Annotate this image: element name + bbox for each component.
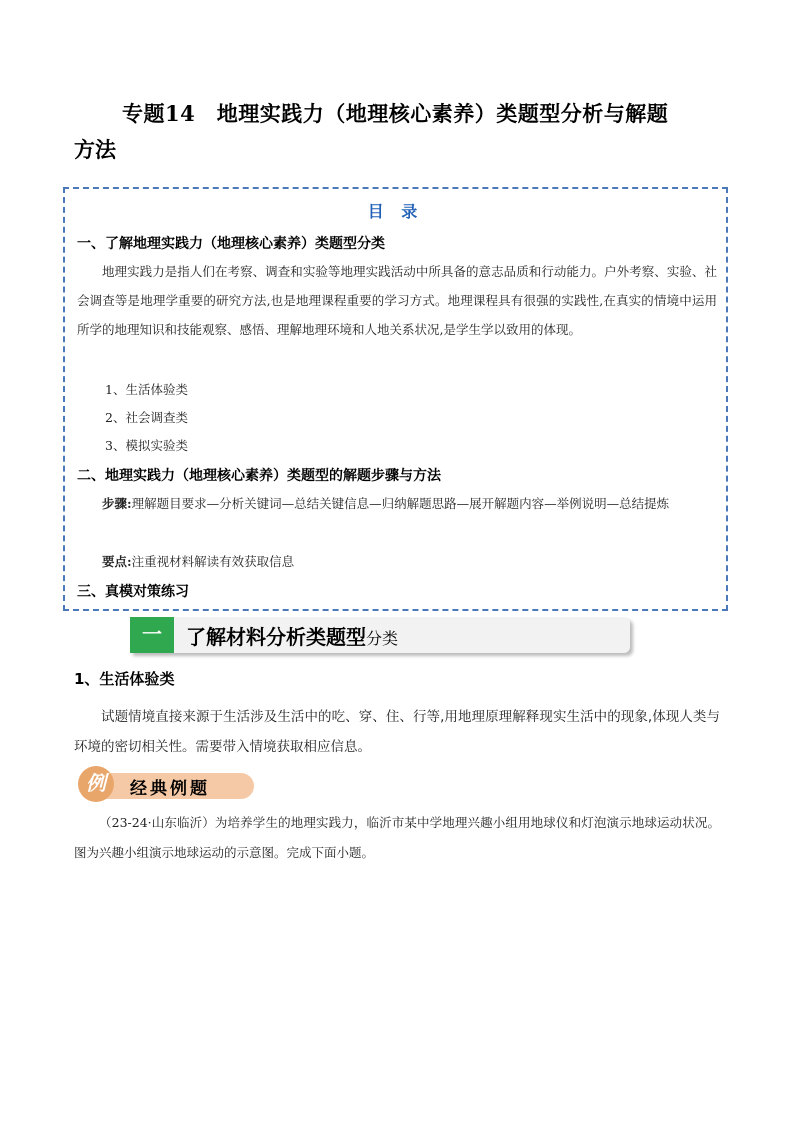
toc-item-2: 2、社会调查类 bbox=[105, 410, 188, 425]
section-banner bbox=[130, 617, 636, 657]
banner-number: 一 bbox=[130, 617, 174, 653]
toc-section-2: 二、地理实践力（地理核心素养）类题型的解题步骤与方法 bbox=[77, 468, 441, 484]
toc-section-3: 三、真模对策练习 bbox=[77, 584, 189, 600]
toc-heading: 目 录 bbox=[367, 202, 424, 221]
banner-title-main: 了解材料分析类题型 bbox=[186, 625, 366, 649]
steps-text: 理解题目要求—分析关键词—总结关键信息—归纳解题思路—展开解题内容—举例说明—总结提炼 bbox=[131, 496, 670, 511]
key-label: 要点: bbox=[102, 554, 132, 569]
title-line-2: 方法 bbox=[74, 137, 116, 162]
banner-title-small: 分类 bbox=[366, 629, 399, 648]
title-line-1: 专题14 地理实践力（地理核心素养）类题型分析与解题 bbox=[122, 101, 669, 126]
section-heading: 1、生活体验类 bbox=[74, 670, 175, 688]
table-of-contents bbox=[63, 187, 728, 611]
toc-section-1: 一、了解地理实践力（地理核心素养）类题型分类 bbox=[77, 236, 385, 252]
toc-paragraph: 地理实践力是指人们在考察、调查和实验等地理实践活动中所具备的意志品质和行动能力。户外考察、实验、社会调查等是地理学重要的研究方法,也是地理课程重要的学习方式。地理课程具有很强的实践性,在真实的情境中运用所学的地理知识和技能观察、感悟、理解地理环境和人地关系状况,是学生学以致用的体现。 bbox=[77, 264, 717, 337]
key-text: 注重视材料解读有效获取信息 bbox=[131, 554, 295, 569]
toc-item-3: 3、模拟实验类 bbox=[105, 438, 188, 453]
example-label bbox=[78, 766, 258, 804]
example-question: （23-24·山东临沂）为培养学生的地理实践力，临沂市某中学地理兴趣小组用地球仪和灯泡演示地球运动状况。图为兴趣小组演示地球运动的示意图。完成下面小题。 bbox=[74, 815, 720, 860]
steps-label: 步骤: bbox=[102, 496, 132, 511]
toc-item-1: 1、生活体验类 bbox=[105, 382, 188, 397]
example-badge-icon: 例 bbox=[78, 766, 114, 802]
section-paragraph: 试题情境直接来源于生活涉及生活中的吃、穿、住、行等,用地理原理解释现实生活中的现象,体现人类与环境的密切相关性。需要带入情境获取相应信息。 bbox=[74, 709, 720, 755]
example-title: 经典例题 bbox=[130, 779, 210, 799]
banner-title bbox=[186, 621, 398, 650]
toc-key bbox=[77, 547, 294, 576]
toc-steps bbox=[77, 489, 717, 518]
